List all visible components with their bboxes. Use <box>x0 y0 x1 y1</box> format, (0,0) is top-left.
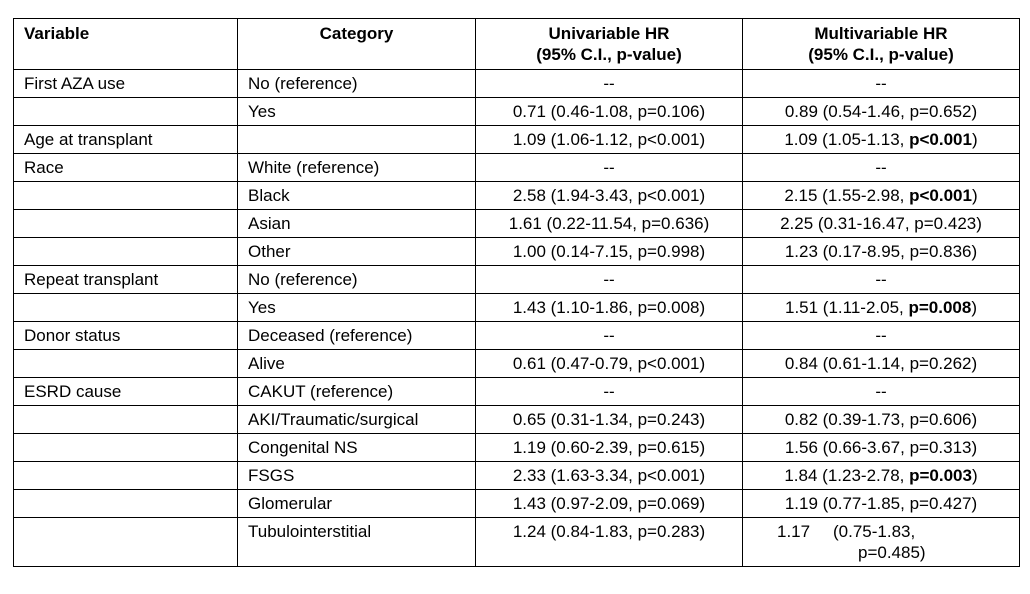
variable-cell <box>14 518 238 567</box>
variable-cell: First AZA use <box>14 70 238 98</box>
table-row <box>14 182 1020 210</box>
category-cell: White (reference) <box>238 154 476 182</box>
multivariable-cell: -- <box>743 70 1020 98</box>
univariable-cell: 0.61 (0.47-0.79, p<0.001) <box>476 350 743 378</box>
category-cell: CAKUT (reference) <box>238 378 476 406</box>
variable-cell <box>14 490 238 518</box>
table-row <box>14 406 1020 434</box>
header-variable: Variable <box>14 19 238 70</box>
table-row <box>14 322 1020 350</box>
multivariable-cell: -- <box>743 154 1020 182</box>
univariable-cell: -- <box>476 266 743 294</box>
table-row <box>14 490 1020 518</box>
significant-p-value: p=0.003 <box>909 466 972 485</box>
header-multivariable-title: Multivariable HR <box>814 24 948 43</box>
univariable-cell: 1.61 (0.22-11.54, p=0.636) <box>476 210 743 238</box>
multivariable-value: 2.15 (1.55-2.98, <box>784 186 910 205</box>
multivariable-ci: (0.75-1.83, <box>833 522 916 541</box>
category-cell: Black <box>238 182 476 210</box>
multivariable-value: 1.84 (1.23-2.78, <box>784 466 910 485</box>
header-multivariable <box>743 19 1020 70</box>
variable-cell <box>14 350 238 378</box>
multivariable-value: 1.51 (1.11-2.05, <box>784 298 909 317</box>
category-cell: FSGS <box>238 462 476 490</box>
univariable-cell: -- <box>476 154 743 182</box>
multivariable-cell: 0.89 (0.54-1.46, p=0.652) <box>743 98 1020 126</box>
table-row <box>14 294 1020 322</box>
multivariable-value-end: ) <box>971 130 978 149</box>
multivariable-cell <box>743 294 1020 322</box>
multivariable-value-end: ) <box>971 186 978 205</box>
multivariable-value-end: ) <box>971 466 978 485</box>
category-cell: Other <box>238 238 476 266</box>
univariable-cell: 1.09 (1.06-1.12, p<0.001) <box>476 126 743 154</box>
category-cell: Yes <box>238 98 476 126</box>
univariable-cell: 0.65 (0.31-1.34, p=0.243) <box>476 406 743 434</box>
table-row <box>14 98 1020 126</box>
variable-cell: ESRD cause <box>14 378 238 406</box>
table-row <box>14 350 1020 378</box>
variable-cell: Donor status <box>14 322 238 350</box>
category-cell: Alive <box>238 350 476 378</box>
univariable-cell: 1.43 (0.97-2.09, p=0.069) <box>476 490 743 518</box>
category-cell: Deceased (reference) <box>238 322 476 350</box>
multivariable-cell: 1.23 (0.17-8.95, p=0.836) <box>743 238 1020 266</box>
header-row <box>14 19 1020 70</box>
univariable-cell: 2.58 (1.94-3.43, p<0.001) <box>476 182 743 210</box>
variable-cell <box>14 462 238 490</box>
multivariable-p-value: p=0.485) <box>858 543 926 562</box>
category-cell: No (reference) <box>238 266 476 294</box>
header-univariable-title: Univariable HR <box>548 24 670 43</box>
variable-cell <box>14 210 238 238</box>
variable-cell <box>14 434 238 462</box>
category-cell: Yes <box>238 294 476 322</box>
table-row <box>14 70 1020 98</box>
variable-cell: Race <box>14 154 238 182</box>
multivariable-cell: 0.82 (0.39-1.73, p=0.606) <box>743 406 1020 434</box>
univariable-cell: 1.43 (1.10-1.86, p=0.008) <box>476 294 743 322</box>
univariable-cell: 1.19 (0.60-2.39, p=0.615) <box>476 434 743 462</box>
table-row <box>14 462 1020 490</box>
multivariable-value: 1.09 (1.05-1.13, <box>784 130 910 149</box>
multivariable-cell <box>743 518 1020 567</box>
multivariable-cell: 1.56 (0.66-3.67, p=0.313) <box>743 434 1020 462</box>
univariable-cell: -- <box>476 378 743 406</box>
variable-cell: Age at transplant <box>14 126 238 154</box>
multivariable-hr: 1.17 <box>777 522 811 541</box>
variable-cell <box>14 294 238 322</box>
multivariable-cell: 0.84 (0.61-1.14, p=0.262) <box>743 350 1020 378</box>
significant-p-value: p<0.001 <box>909 186 972 205</box>
header-univariable-subtitle: (95% C.I., p-value) <box>536 45 682 64</box>
category-cell: Glomerular <box>238 490 476 518</box>
multivariable-cell: 1.19 (0.77-1.85, p=0.427) <box>743 490 1020 518</box>
table-row <box>14 266 1020 294</box>
hazard-ratio-table <box>13 18 1020 567</box>
univariable-cell: -- <box>476 322 743 350</box>
multivariable-value-end: ) <box>971 298 978 317</box>
univariable-cell: 2.33 (1.63-3.34, p<0.001) <box>476 462 743 490</box>
table-row <box>14 126 1020 154</box>
multivariable-cell: -- <box>743 266 1020 294</box>
header-univariable <box>476 19 743 70</box>
multivariable-cell: 2.25 (0.31-16.47, p=0.423) <box>743 210 1020 238</box>
variable-cell <box>14 406 238 434</box>
univariable-cell: 0.71 (0.46-1.08, p=0.106) <box>476 98 743 126</box>
variable-cell <box>14 238 238 266</box>
variable-cell <box>14 98 238 126</box>
table-row <box>14 434 1020 462</box>
category-cell: Congenital NS <box>238 434 476 462</box>
category-cell: No (reference) <box>238 70 476 98</box>
table-row <box>14 378 1020 406</box>
multivariable-cell <box>743 462 1020 490</box>
multivariable-cell: -- <box>743 322 1020 350</box>
category-cell <box>238 126 476 154</box>
variable-cell <box>14 182 238 210</box>
univariable-cell: 1.00 (0.14-7.15, p=0.998) <box>476 238 743 266</box>
table-row <box>14 238 1020 266</box>
table-row <box>14 154 1020 182</box>
multivariable-cell <box>743 182 1020 210</box>
significant-p-value: p<0.001 <box>909 130 972 149</box>
header-multivariable-subtitle: (95% C.I., p-value) <box>808 45 954 64</box>
univariable-cell: -- <box>476 70 743 98</box>
category-cell: Asian <box>238 210 476 238</box>
univariable-cell: 1.24 (0.84-1.83, p=0.283) <box>476 518 743 567</box>
significant-p-value: p=0.008 <box>908 298 972 317</box>
table-row <box>14 518 1020 567</box>
header-category: Category <box>238 19 476 70</box>
multivariable-cell: -- <box>743 378 1020 406</box>
multivariable-cell <box>743 126 1020 154</box>
table-row <box>14 210 1020 238</box>
category-cell: Tubulointerstitial <box>238 518 476 567</box>
category-cell: AKI/Traumatic/surgical <box>238 406 476 434</box>
variable-cell: Repeat transplant <box>14 266 238 294</box>
